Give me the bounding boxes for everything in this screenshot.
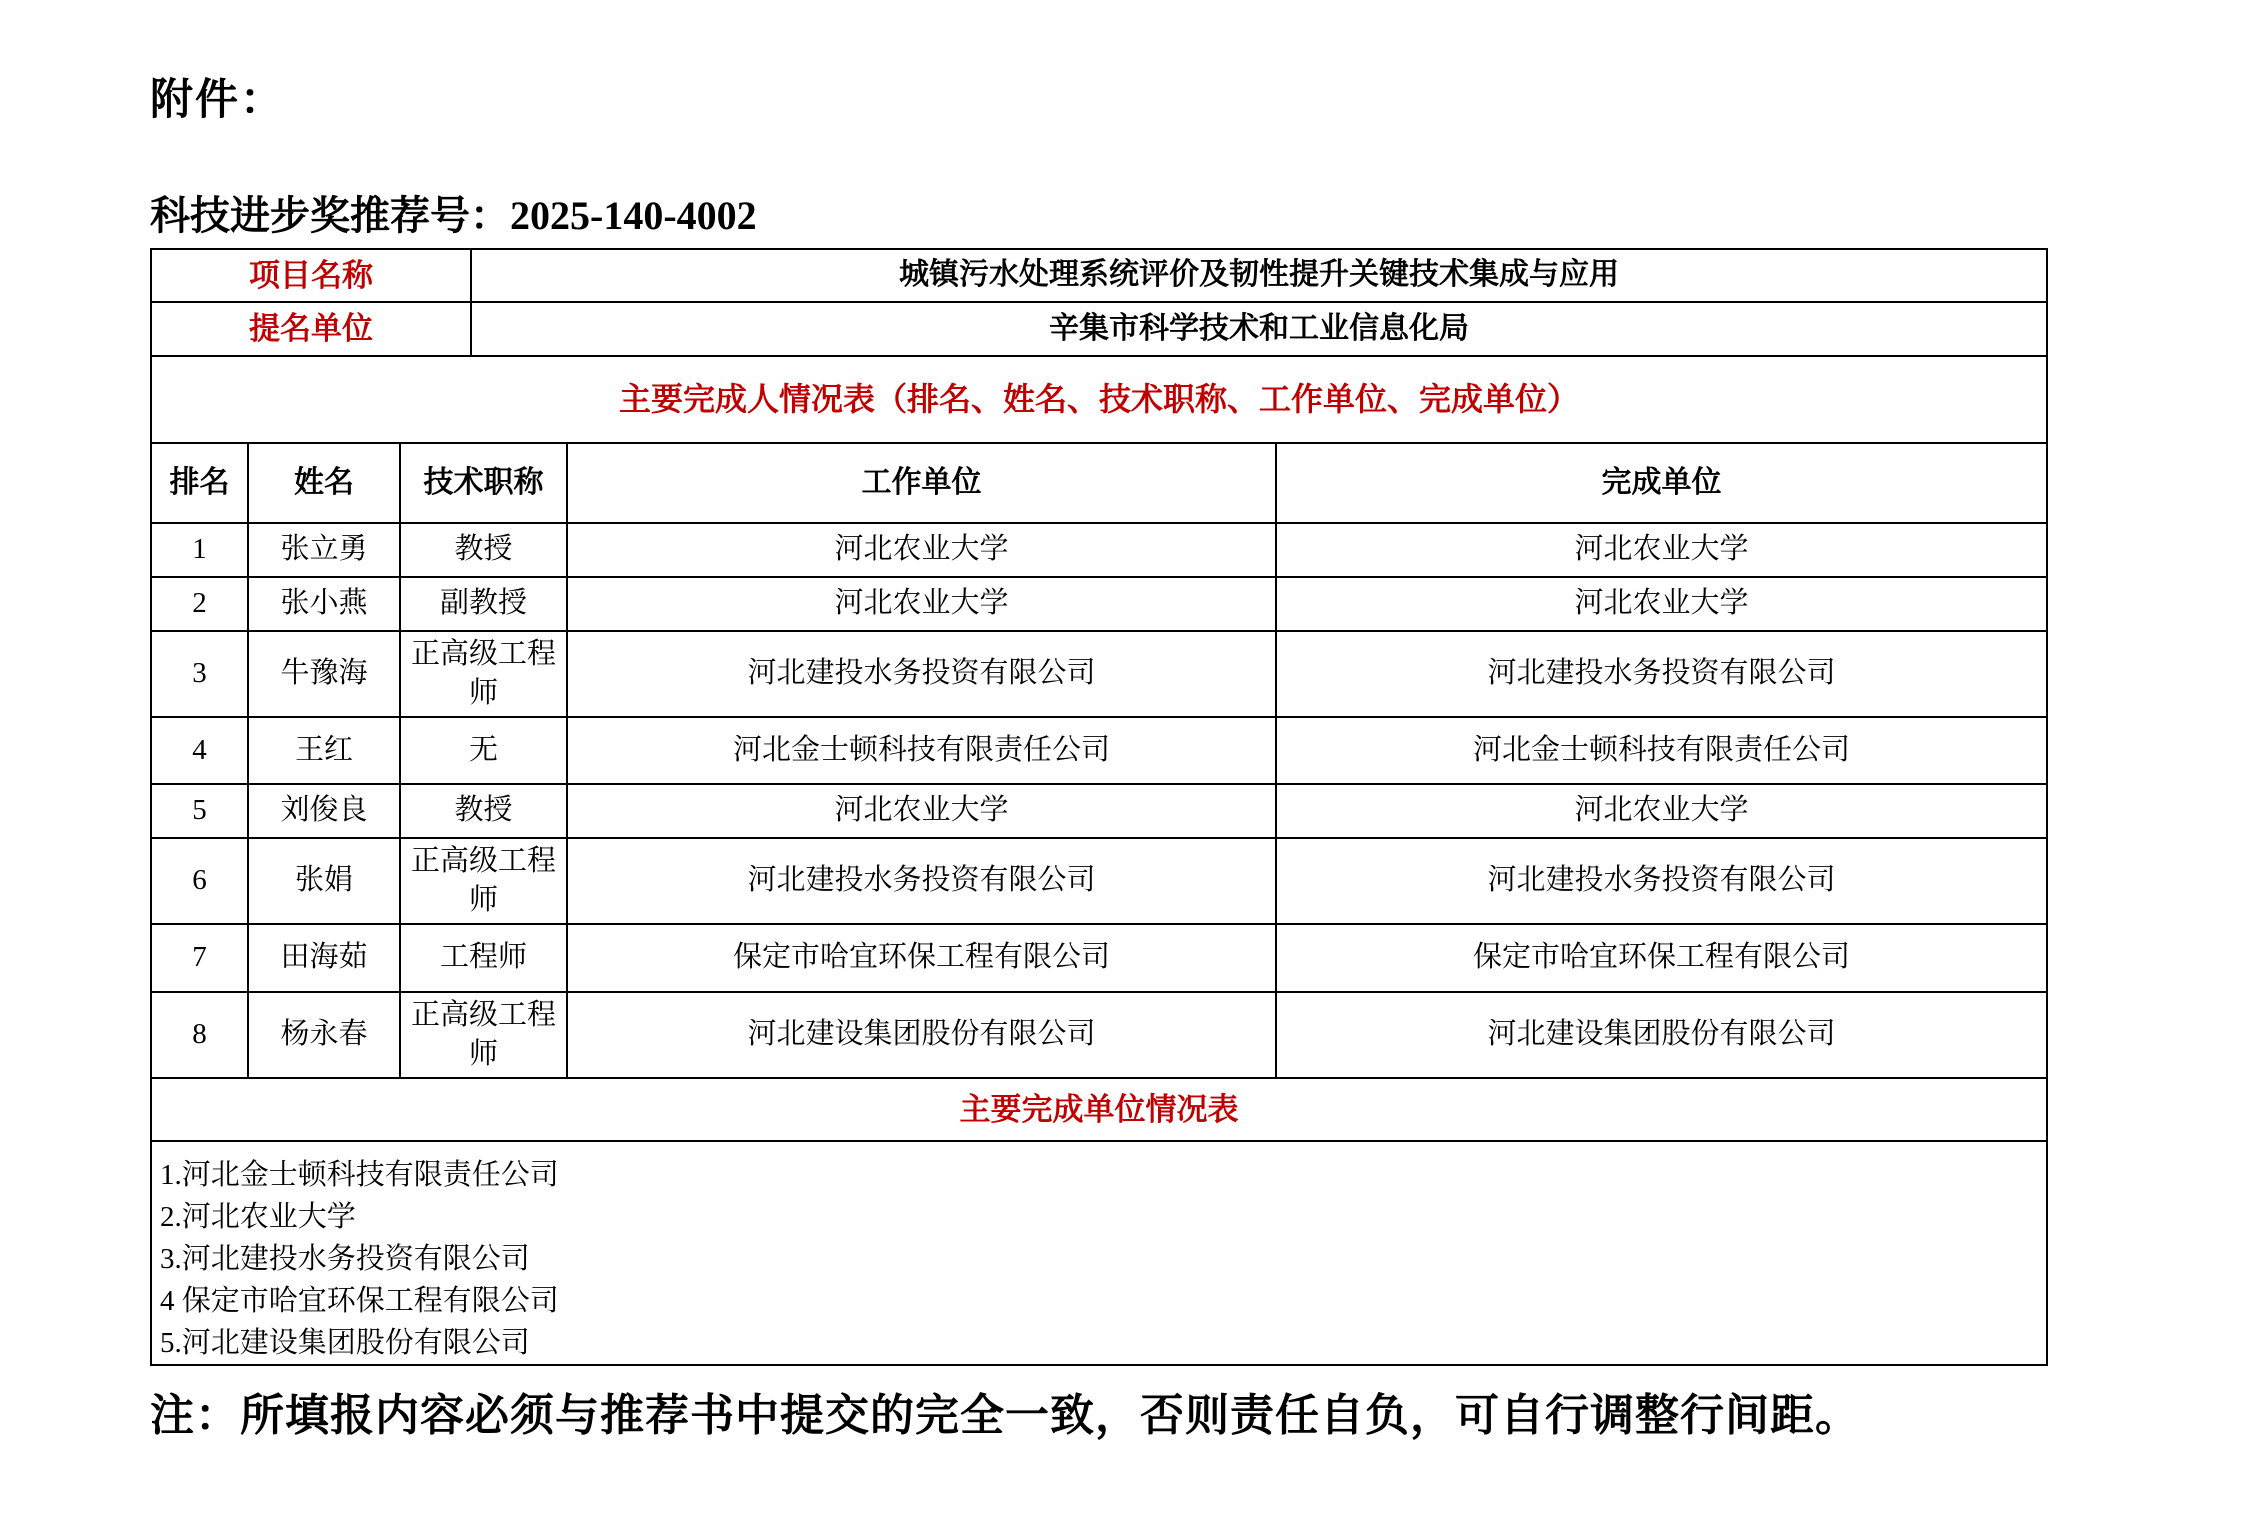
work-unit-cell: 河北金士顿科技有限责任公司 bbox=[568, 718, 1277, 783]
attachment-heading: 附件： bbox=[150, 76, 285, 124]
work-unit-cell: 河北农业大学 bbox=[568, 524, 1277, 576]
name-cell: 张立勇 bbox=[249, 524, 401, 576]
recommendation-line bbox=[150, 184, 757, 241]
completers-header-row bbox=[152, 444, 2046, 524]
name-cell: 牛豫海 bbox=[249, 632, 401, 716]
table-row bbox=[152, 993, 2046, 1079]
name-cell: 田海茹 bbox=[249, 925, 401, 991]
name-cell: 王红 bbox=[249, 718, 401, 783]
tech-title-cell: 正高级工程师 bbox=[401, 993, 568, 1077]
table-row bbox=[152, 632, 2046, 718]
completion-unit-cell: 河北金士顿科技有限责任公司 bbox=[1472, 733, 1850, 766]
completion-unit-cell: 河北建设集团股份有限公司 bbox=[1487, 1018, 1836, 1051]
rank-cell: 1 bbox=[152, 524, 249, 576]
recommendation-label: 科技进步奖推荐号： bbox=[150, 193, 510, 238]
header-name: 姓名 bbox=[249, 444, 401, 522]
tech-title-cell: 无 bbox=[401, 718, 568, 783]
note-text: 注：所填报内容必须与推荐书中提交的完全一致，否则责任自负，可自行调整行间距。 bbox=[150, 1391, 1860, 1440]
rank-cell: 8 bbox=[152, 993, 249, 1077]
completers-table-title: 主要完成人情况表（排名、姓名、技术职称、工作单位、完成单位） bbox=[618, 380, 1579, 417]
tech-title-cell: 教授 bbox=[401, 785, 568, 837]
completion-unit-cell: 河北农业大学 bbox=[1574, 533, 1749, 566]
table-row bbox=[152, 524, 2046, 578]
table-row bbox=[152, 718, 2046, 785]
rank-cell: 2 bbox=[152, 578, 249, 630]
work-unit-cell: 河北建投水务投资有限公司 bbox=[568, 839, 1277, 923]
project-name-value: 城镇污水处理系统评价及韧性提升关键技术集成与应用 bbox=[899, 258, 1619, 292]
list-item: 5.河北建设集团股份有限公司 bbox=[160, 1327, 530, 1359]
header-completion-unit: 完成单位 bbox=[1601, 465, 1722, 499]
completion-unit-cell: 河北建投水务投资有限公司 bbox=[1487, 657, 1836, 690]
rank-cell: 7 bbox=[152, 925, 249, 991]
nominator-value: 辛集市科学技术和工业信息化局 bbox=[1049, 311, 1469, 345]
tech-title-cell: 教授 bbox=[401, 524, 568, 576]
project-name-row bbox=[152, 250, 2046, 303]
table-row bbox=[152, 925, 2046, 993]
name-cell: 张小燕 bbox=[249, 578, 401, 630]
completion-unit-cell: 河北农业大学 bbox=[1574, 587, 1749, 620]
tech-title-cell: 正高级工程师 bbox=[401, 839, 568, 923]
completion-unit-cell: 河北建投水务投资有限公司 bbox=[1487, 864, 1836, 897]
list-item: 1.河北金士顿科技有限责任公司 bbox=[160, 1159, 559, 1191]
completion-units-title-row bbox=[152, 1079, 2046, 1142]
work-unit-cell: 河北建设集团股份有限公司 bbox=[568, 993, 1277, 1077]
table-row bbox=[152, 578, 2046, 632]
project-name-label: 项目名称 bbox=[152, 250, 472, 301]
tech-title-cell: 工程师 bbox=[401, 925, 568, 991]
header-tech-title: 技术职称 bbox=[401, 444, 568, 522]
completion-unit-cell: 保定市哈宜环保工程有限公司 bbox=[1472, 941, 1850, 974]
completion-units-title: 主要完成单位情况表 bbox=[959, 1091, 1239, 1127]
list-item: 2.河北农业大学 bbox=[160, 1201, 356, 1233]
header-rank: 排名 bbox=[152, 444, 249, 522]
nominator-label: 提名单位 bbox=[152, 303, 472, 355]
nominator-row bbox=[152, 303, 2046, 357]
completers-title-row bbox=[152, 357, 2046, 444]
list-item: 3.河北建投水务投资有限公司 bbox=[160, 1243, 530, 1275]
work-unit-cell: 河北建投水务投资有限公司 bbox=[568, 632, 1277, 716]
list-item: 4 保定市哈宜环保工程有限公司 bbox=[160, 1285, 559, 1317]
name-cell: 杨永春 bbox=[249, 993, 401, 1077]
work-unit-cell: 河北农业大学 bbox=[568, 578, 1277, 630]
completion-units-list-row bbox=[152, 1142, 2046, 1364]
rank-cell: 3 bbox=[152, 632, 249, 716]
name-cell: 刘俊良 bbox=[249, 785, 401, 837]
rank-cell: 4 bbox=[152, 718, 249, 783]
header-work-unit: 工作单位 bbox=[568, 444, 1277, 522]
tech-title-cell: 副教授 bbox=[401, 578, 568, 630]
work-unit-cell: 河北农业大学 bbox=[568, 785, 1277, 837]
completion-units-list bbox=[152, 1142, 2046, 1364]
table-row bbox=[152, 839, 2046, 925]
table-row bbox=[152, 785, 2046, 839]
recommendation-number: 2025-140-4002 bbox=[510, 193, 757, 238]
rank-cell: 5 bbox=[152, 785, 249, 837]
tech-title-cell: 正高级工程师 bbox=[401, 632, 568, 716]
name-cell: 张娟 bbox=[249, 839, 401, 923]
work-unit-cell: 保定市哈宜环保工程有限公司 bbox=[568, 925, 1277, 991]
completion-unit-cell: 河北农业大学 bbox=[1574, 794, 1749, 827]
rank-cell: 6 bbox=[152, 839, 249, 923]
main-table bbox=[150, 248, 2048, 1366]
